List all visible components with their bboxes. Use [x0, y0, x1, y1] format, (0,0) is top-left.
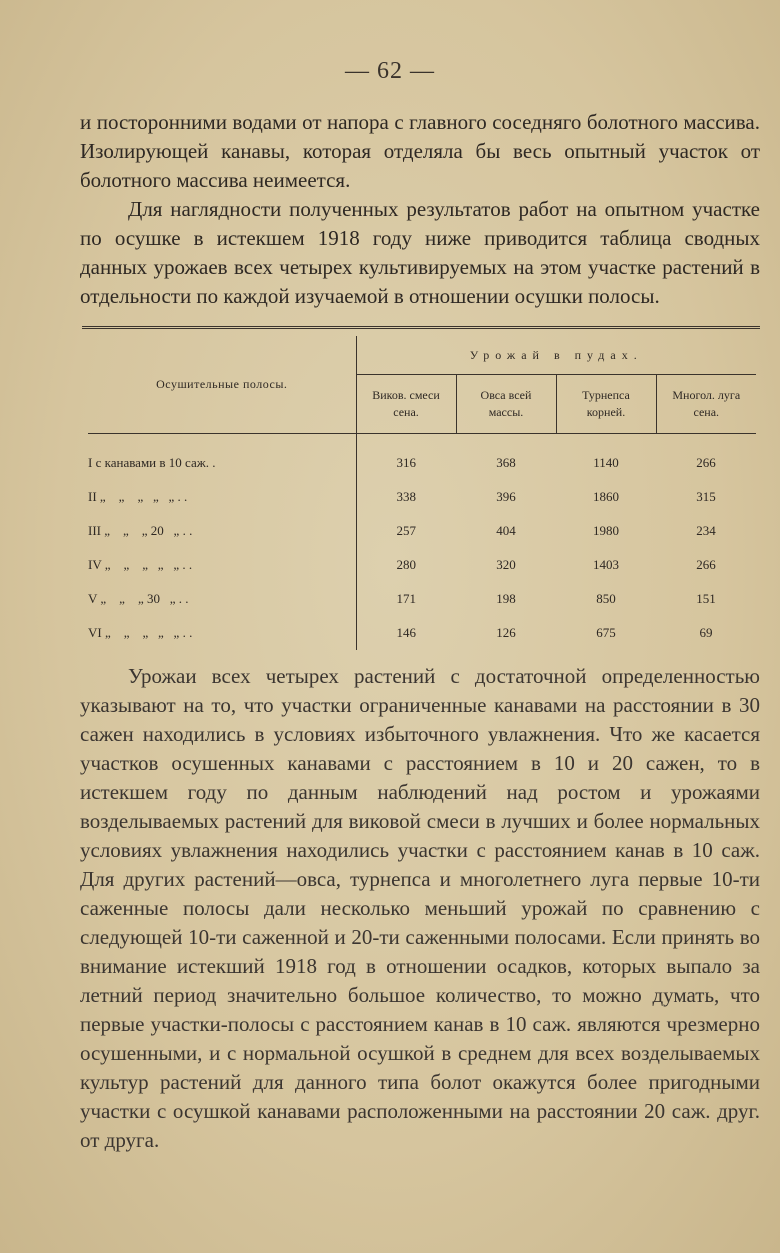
table-row	[88, 548, 756, 582]
table-row	[88, 582, 756, 616]
header-vetch-mix: Виков. смеси сена.	[356, 375, 456, 434]
top-text-block	[80, 108, 760, 311]
table-row	[88, 616, 756, 650]
cell-value: 146	[396, 625, 416, 640]
row-label: I с канавами в 10 саж. .	[88, 434, 356, 481]
table-top-rule	[82, 326, 760, 329]
header-drainage-strips: Осушительные полосы.	[88, 336, 356, 434]
paragraph-continuation: и посторонними водами от напора с главного соседняго болотного массива. Изолирующей канавы, которая отделяла бы весь опытный участок от болотного массива неимеется.	[80, 110, 760, 192]
table-row	[88, 514, 756, 548]
row-label: V „ „ „ 30 „ . .	[88, 582, 356, 616]
cell-value: 368	[496, 455, 516, 470]
cell-value: 171	[396, 591, 416, 606]
cell-value: 1403	[593, 557, 619, 572]
cell-value: 338	[396, 489, 416, 504]
cell-value: 675	[596, 625, 616, 640]
cell-value: 126	[496, 625, 516, 640]
row-label: III „ „ „ 20 „ . .	[88, 514, 356, 548]
yield-data-table	[88, 336, 756, 650]
cell-value: 320	[496, 557, 516, 572]
header-turnip: Турнепса корней.	[556, 375, 656, 434]
cell-value: 69	[699, 625, 713, 640]
cell-value: 234	[696, 523, 716, 538]
row-label: IV „ „ „ „ „ . .	[88, 548, 356, 582]
row-label: II „ „ „ „ „ . .	[88, 480, 356, 514]
cell-value: 396	[496, 489, 516, 504]
paragraph-table-intro: Для наглядности полученных результатов работ на опытном участке по осушке в истекшем 1918 году ниже приводится таблица сводных данных урожаев всех четырех культивируемых на этом участке растений в отдельности по каждой изучаемой в отношении осушки полосы.	[80, 197, 760, 308]
cell-value: 1980	[593, 523, 619, 538]
header-perennial-meadow: Многол. луга сена.	[656, 375, 756, 434]
cell-value: 266	[696, 557, 716, 572]
cell-value: 404	[496, 523, 516, 538]
cell-value: 850	[596, 591, 616, 606]
cell-value: 280	[396, 557, 416, 572]
bottom-text-block	[80, 662, 760, 1155]
table-row	[88, 480, 756, 514]
cell-value: 151	[696, 591, 716, 606]
cell-value: 1860	[593, 489, 619, 504]
header-yield-in-puds: Урожай в пудах.	[356, 336, 756, 375]
header-oats: Овса всей массы.	[456, 375, 556, 434]
cell-value: 198	[496, 591, 516, 606]
cell-value: 1140	[593, 455, 619, 470]
cell-value: 266	[696, 455, 716, 470]
table-row	[88, 434, 756, 481]
cell-value: 316	[396, 455, 416, 470]
page-number: — 62 —	[345, 58, 435, 84]
yield-table	[82, 326, 760, 644]
cell-value: 315	[696, 489, 716, 504]
paragraph-conclusion: Урожаи всех четырех растений с достаточной определенностью указывают на то, что участки ограниченные канавами на расстоянии в 30 сажен находились в условиях избыточного увлажнения. Что же касается участков осушенных канавами с расстоянием в 10 и 20 сажен, то в истекшем году по данным наблюдений над ростом и урожаями возделываемых растений для виковой смеси в лучших и более нормальных условиях увлажнения находились участки с расстоянием канав в 10 саж. Для других растений—овса, турнепса и многолетнего луга первые 10-ти саженные полосы дали несколько меньший урожай по сравнению с следующей 10-ти саженной и 20-ти саженными полосами. Если принять во внимание истекший 1918 год в отношении осадков, которых выпало за летний период значительно большое количество, то можно думать, что первые участки-полосы с расстоянием канав в 10 саж. являются чрезмерно осушенными, и с нормальной осушкой в среднем для всех возделываемых культур растений для данного типа болот окажутся более пригодными участки с осушкой канавами расположенными на расстоянии 20 саж. друг. от друга.	[80, 664, 760, 1152]
row-label: VI „ „ „ „ „ . .	[88, 616, 356, 650]
cell-value: 257	[396, 523, 416, 538]
